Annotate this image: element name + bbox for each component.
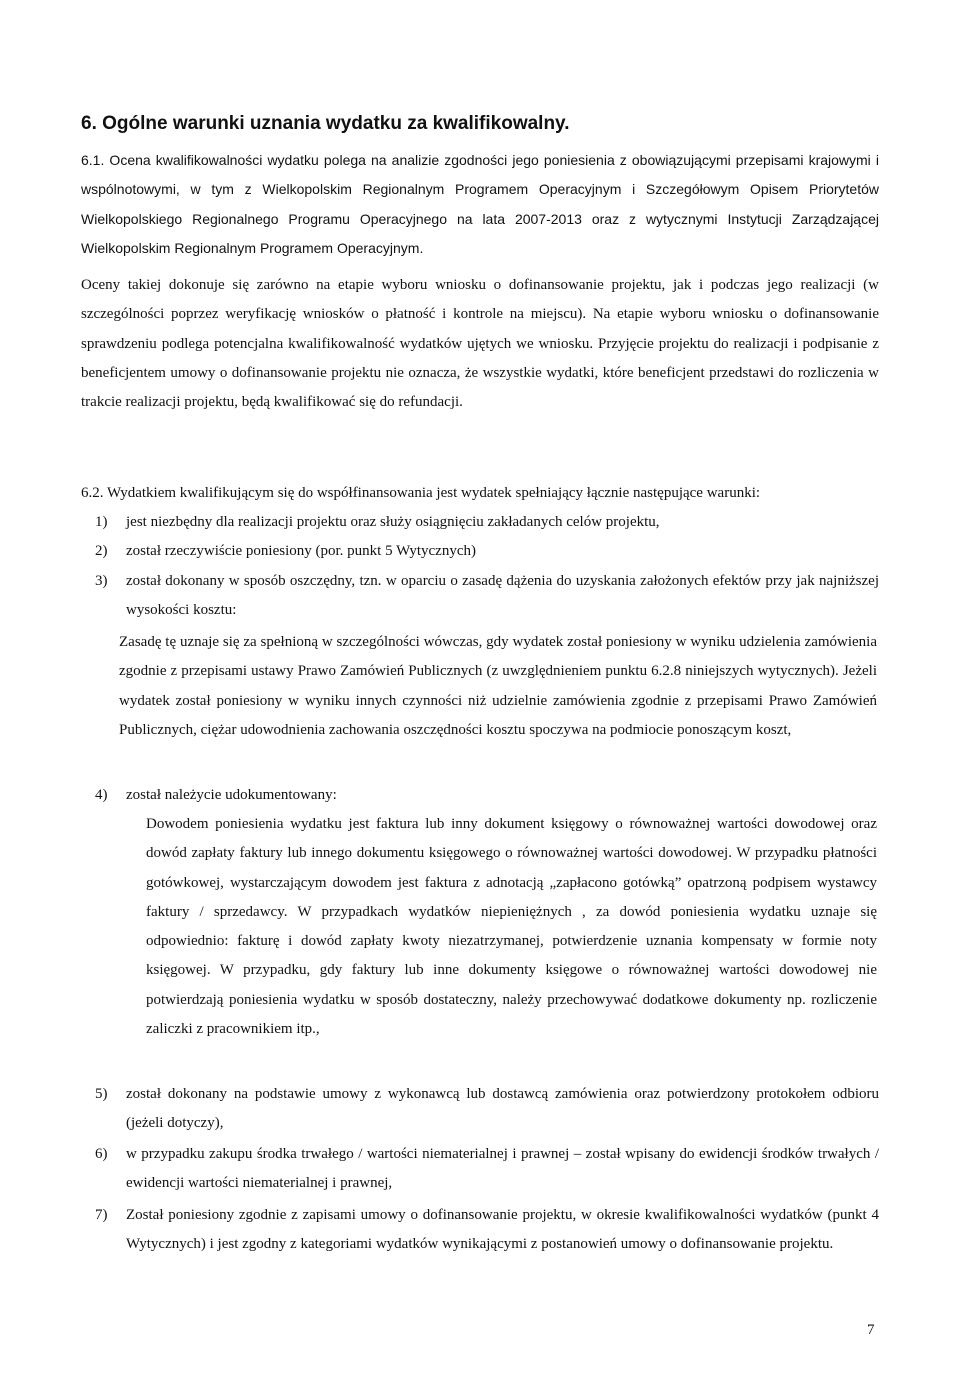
list-item-number: 4): [95, 787, 108, 803]
list-item-text: Został poniesiony zgodnie z zapisami umowy o dofinansowanie projektu, w okresie kwalifikowalności wydatków (punkt 4 Wytycznych) i jest zgodny z kategoriami wydatków wynikającymi z postanowień umowy o dofinansowanie projektu.: [126, 1207, 879, 1253]
list-item-text: został rzeczywiście poniesiony (por. punkt 5 Wytycznych): [126, 543, 476, 559]
list-item-number: 5): [95, 1086, 108, 1102]
list-item-text: został należycie udokumentowany:: [126, 787, 337, 803]
item-4-explanation: Dowodem poniesienia wydatku jest faktura lub inny dokument księgowy o równoważnej wartości dowodowej oraz dowód zapłaty faktury lub innego dokumentu księgowego o równoważnej wartości dowodowej. W przypadku płatności gotówkowej, wystarczającym dowodem jest faktura z adnotacją „zapłacono gotówką” opatrzoną podpisem wystawcy faktury / sprzedawcy. W przypadkach wydatków niepieniężnych , za dowód poniesienia wydatku uznaje się odpowiednio: fakturę i dowód zapłaty kwoty niezatrzymanej, potwierdzenie uznania kompensaty w formie noty księgowej. W przypadku, gdy faktury lub inne dokumenty księgowe o równoważnej wartości dowodowej nie potwierdzają poniesienia wydatku w sposób dostateczny, należy przechowywać dodatkowe dokumenty np. rozliczenie zaliczki z pracownikiem itp.,: [146, 816, 877, 1038]
list-item-number: 3): [95, 573, 108, 589]
list-item-text: został dokonany na podstawie umowy z wykonawcą lub dostawcą zamówienia oraz potwierdzony protokołem odbioru (jeżeli dotyczy),: [126, 1086, 879, 1132]
paragraph-6-1-continued: Oceny takiej dokonuje się zarówno na etapie wyboru wniosku o dofinansowanie projektu, jak i podczas jego realizacji (w szczególności poprzez weryfikację wniosków o płatność i kontrole na miejscu). Na etapie wyboru wniosku o dofinansowanie sprawdzeniu podlega potencjalna kwalifikowalność wydatków ujętych we wniosku. Przyjęcie projektu do realizacji i podpisanie z beneficjentem umowy o dofinansowanie projektu nie oznacza, że wszystkie wydatki, które beneficjent przedstawi do rozliczenia w trakcie realizacji projektu, będą kwalifikować się do refundacji.: [81, 277, 879, 411]
paragraph-6-1: 6.1. Ocena kwalifikowalności wydatku polega na analizie zgodności jego poniesienia z obowiązującymi przepisami krajowymi i wspólnotowymi, w tym z Wielkopolskim Regionalnym Programem Operacyjnym i Szczegółowym Opisem Priorytetów Wielkopolskiego Regionalnego Programu Operacyjnego na lata 2007-2013 oraz z wytycznymi Instytucji Zarządzającej Wielkopolskim Regionalnym Programem Operacyjnym.: [81, 152, 879, 256]
list-item-number: 6): [95, 1146, 108, 1162]
list-item-text: jest niezbędny dla realizacji projektu oraz służy osiągnięciu zakładanych celów projektu,: [126, 514, 660, 530]
section-heading: 6. Ogólne warunki uznania wydatku za kwalifikowalny.: [81, 113, 570, 134]
paragraph-6-2: 6.2. Wydatkiem kwalifikującym się do współfinansowania jest wydatek spełniający łącznie następujące warunki:: [81, 485, 761, 501]
page-number: 7: [867, 1322, 875, 1338]
list-item-number: 2): [95, 543, 108, 559]
list-item-text: został dokonany w sposób oszczędny, tzn. w oparciu o zasadę dążenia do uzyskania założonych efektów przy jak najniższej wysokości kosztu:: [126, 573, 879, 619]
list-item-number: 1): [95, 514, 108, 530]
item-3-explanation: Zasadę tę uznaje się za spełnioną w szczególności wówczas, gdy wydatek został poniesiony w wyniku udzielenia zamówienia zgodnie z przepisami ustawy Prawo Zamówień Publicznych (z uwzględnieniem punktu 6.2.8 niniejszych wytycznych). Jeżeli wydatek został poniesiony w wyniku innych czynności niż udzielnie zamówienia zgodnie z przepisami Prawo Zamówień Publicznych, ciężar udowodnienia zachowania oszczędności kosztu spoczywa na podmiocie ponoszącym koszt,: [119, 634, 877, 738]
list-item-number: 7): [95, 1207, 108, 1223]
list-item-text: w przypadku zakupu środka trwałego / wartości niematerialnej i prawnej – został wpisany do ewidencji środków trwałych / ewidencji wartości niematerialnej i prawnej,: [126, 1146, 879, 1192]
